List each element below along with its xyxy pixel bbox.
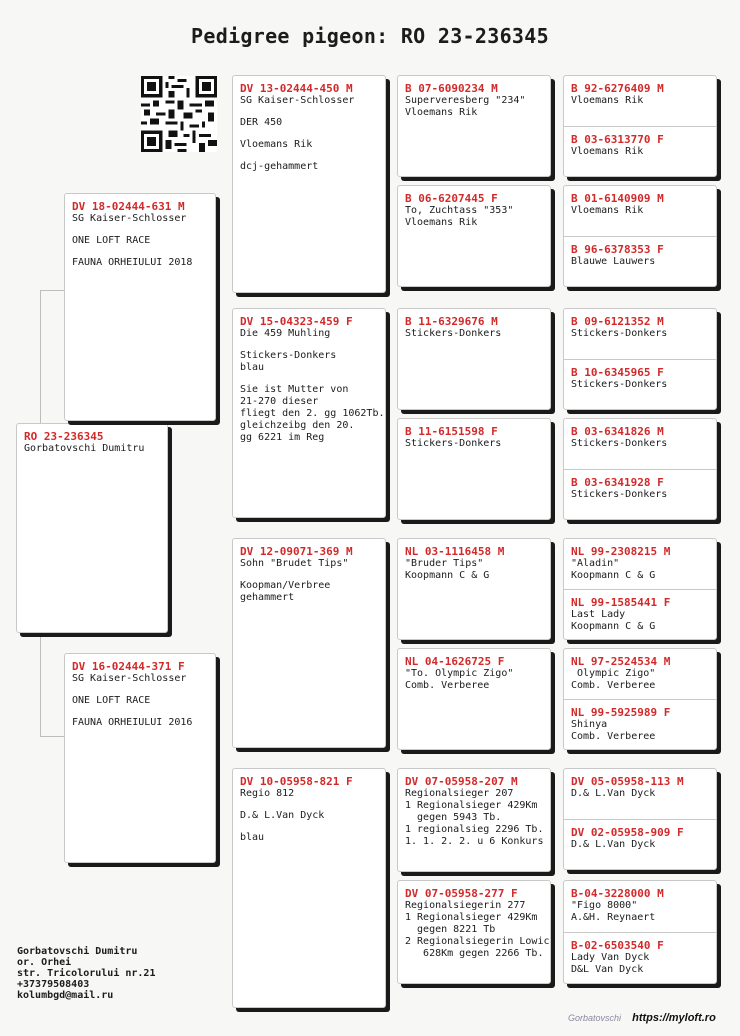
ring-number: B 06-6207445 F	[405, 192, 498, 205]
ring-number: B-04-3228000 M	[571, 887, 664, 900]
owner-email: kolumbgd@mail.ru	[17, 990, 114, 1001]
info-line: 1 regionalsieg 2296 Tb.	[405, 824, 544, 835]
info-line: Koopmann C & G	[571, 570, 656, 581]
ring-number: DV 07-05958-207 M	[405, 775, 518, 788]
info-line: "To. Olympic Zigo"	[405, 668, 514, 679]
ring-number: DV 07-05958-277 F	[405, 887, 518, 900]
gen3-card[interactable]	[397, 185, 551, 287]
info-line: Regionalsieger 207	[405, 788, 514, 799]
ring-number: DV 02-05958-909 F	[571, 826, 684, 839]
info-line: A.&H. Reynaert	[571, 912, 656, 923]
ring-number: DV 12-09071-369 M	[240, 545, 353, 558]
info-line: Stickers-Donkers	[405, 438, 502, 449]
info-line: "Aladin"	[571, 558, 620, 569]
gen4-card[interactable]	[563, 75, 717, 177]
ring-number: B-02-6503540 F	[571, 939, 664, 952]
info-line: dcj-gehammert	[240, 161, 319, 172]
gen4-card[interactable]	[563, 768, 717, 870]
gen3-card[interactable]	[397, 880, 551, 984]
info-line: 1. 1. 2. 2. u 6 Konkurs	[405, 836, 544, 847]
connector	[216, 810, 233, 850]
ring-number: B 92-6276409 M	[571, 82, 664, 95]
grandsire-sire-card[interactable]	[232, 75, 386, 293]
ring-number: NL 99-2308215 M	[571, 545, 671, 558]
ring-number: DV 18-02444-631 M	[72, 200, 185, 213]
connector	[216, 240, 233, 280]
info-line: Comb. Verberee	[405, 680, 490, 691]
info-line: Vloemans Rik	[240, 139, 313, 150]
info-line: gegen 8221 Tb	[405, 924, 496, 935]
info-line: blau	[240, 832, 265, 843]
info-line: Regionalsiegerin 277	[405, 900, 526, 911]
info-line: "Bruder Tips"	[405, 558, 484, 569]
gen3-card[interactable]	[397, 75, 551, 177]
info-line: Stickers-Donkers	[240, 350, 337, 361]
ring-number: NL 99-5925989 F	[571, 706, 671, 719]
gen3-card[interactable]	[397, 308, 551, 410]
ring-number: RO 23-236345	[24, 430, 104, 443]
info-line: blau	[240, 362, 265, 373]
info-line: Koopman/Verbree	[240, 580, 331, 591]
info-line: Last Lady	[571, 609, 626, 620]
page-title: Pedigree pigeon: RO 23-236345	[191, 24, 549, 48]
info-line: fliegt den 2. gg 1062Tb.	[240, 408, 385, 419]
ring-number: B 11-6151598 F	[405, 425, 498, 438]
connector	[40, 290, 65, 425]
info-line: Koopmann C & G	[571, 621, 656, 632]
ring-number: NL 03-1116458 M	[405, 545, 505, 558]
info-line: SG Kaiser-Schlosser	[72, 213, 187, 224]
granddam-dam-card[interactable]	[232, 768, 386, 1008]
info-line: D.& L.Van Dyck	[240, 810, 325, 821]
info-line: Olympic Zigo"	[571, 668, 656, 679]
granddam-sire-card[interactable]	[232, 308, 386, 518]
info-line: DER 450	[240, 117, 283, 128]
info-line: Vloemans Rik	[571, 205, 644, 216]
ring-number: B 03-6341928 F	[571, 476, 664, 489]
info-line: Gorbatovschi Dumitru	[24, 443, 145, 454]
info-line: gegen 5943 Tb.	[405, 812, 502, 823]
info-line: FAUNA ORHEIULUI 2016	[72, 717, 193, 728]
info-line: Stickers-Donkers	[571, 438, 668, 449]
info-line: D&L Van Dyck	[571, 964, 644, 975]
qr-code	[141, 76, 217, 152]
gen3-card[interactable]	[397, 538, 551, 640]
gen3-card[interactable]	[397, 768, 551, 872]
info-line: Vloemans Rik	[405, 217, 478, 228]
info-line: 1 Regionalsieger 429Km	[405, 912, 538, 923]
gen4-card[interactable]	[563, 418, 717, 520]
info-line: D.& L.Van Dyck	[571, 839, 656, 850]
info-line: FAUNA ORHEIULUI 2018	[72, 257, 193, 268]
info-line: gleichzeibg den 20.	[240, 420, 355, 431]
info-line: Shinya	[571, 719, 608, 730]
info-line: gg 6221 im Reg	[240, 432, 325, 443]
connector	[40, 636, 65, 737]
footer	[568, 1012, 716, 1024]
gen4-card[interactable]	[563, 880, 717, 984]
info-line: "Figo 8000"	[571, 900, 638, 911]
info-line: Blauwe Lauwers	[571, 256, 656, 267]
ring-number: NL 99-1585441 F	[571, 596, 671, 609]
ring-number: B 03-6313770 F	[571, 133, 664, 146]
dam-card[interactable]	[64, 653, 216, 863]
info-line: ONE LOFT RACE	[72, 235, 151, 246]
info-line: Vloemans Rik	[571, 146, 644, 157]
ring-number: B 09-6121352 M	[571, 315, 664, 328]
ring-number: B 96-6378353 F	[571, 243, 664, 256]
ring-number: DV 16-02444-371 F	[72, 660, 185, 673]
gen4-card[interactable]	[563, 308, 717, 410]
info-line: Lady Van Dyck	[571, 952, 650, 963]
owner-name: Gorbatovschi Dumitru	[17, 946, 138, 957]
ring-number: B 03-6341826 M	[571, 425, 664, 438]
info-line: SG Kaiser-Schlosser	[240, 95, 355, 106]
owner-street: str. Tricolorului nr.21	[17, 968, 156, 979]
ring-number: B 11-6329676 M	[405, 315, 498, 328]
ring-number: NL 97-2524534 M	[571, 655, 671, 668]
ring-number: NL 04-1626725 F	[405, 655, 505, 668]
owner-city: or. Orhei	[17, 957, 72, 968]
owner-contact	[17, 946, 155, 1001]
gen4-card[interactable]	[563, 648, 717, 750]
info-line: Comb. Verberee	[571, 731, 656, 742]
info-line: Comb. Verberee	[571, 680, 656, 691]
gen3-card[interactable]	[397, 418, 551, 520]
info-line: Sie ist Mutter von	[240, 384, 349, 395]
info-line: gehammert	[240, 592, 295, 603]
info-line: Koopmann C & G	[405, 570, 490, 581]
ring-number: B 10-6345965 F	[571, 366, 664, 379]
signature: Gorbatovschi	[568, 1013, 622, 1023]
info-line: 21-270 dieser	[240, 396, 319, 407]
gen4-card[interactable]	[563, 538, 717, 640]
info-line: Stickers-Donkers	[571, 489, 668, 500]
owner-phone: +37379508403	[17, 979, 90, 990]
info-line: Vloemans Rik	[405, 107, 478, 118]
subject-card[interactable]	[16, 423, 168, 633]
info-line: Stickers-Donkers	[571, 379, 668, 390]
info-line: 1 Regionalsieger 429Km	[405, 800, 538, 811]
gen4-card[interactable]	[563, 185, 717, 287]
info-line: D.& L.Van Dyck	[571, 788, 656, 799]
sire-card[interactable]	[64, 193, 216, 421]
info-line: Vloemans Rik	[571, 95, 644, 106]
info-line: ONE LOFT RACE	[72, 695, 151, 706]
info-line: Stickers-Donkers	[571, 328, 668, 339]
info-line: 628Km gegen 2266 Tb.	[405, 948, 544, 959]
info-line: Die 459 Muhling	[240, 328, 331, 339]
ring-number: B 07-6090234 M	[405, 82, 498, 95]
info-line: To, Zuchtass "353"	[405, 205, 514, 216]
ring-number: DV 10-05958-821 F	[240, 775, 353, 788]
ring-number: DV 13-02444-450 M	[240, 82, 353, 95]
site-link[interactable]: https://myloft.ro	[632, 1012, 716, 1024]
info-line: Regio 812	[240, 788, 295, 799]
grandsire-dam-card[interactable]	[232, 538, 386, 748]
info-line: 2 Regionalsiegerin Lowic	[405, 936, 550, 947]
ring-number: B 01-6140909 M	[571, 192, 664, 205]
info-line: SG Kaiser-Schlosser	[72, 673, 187, 684]
gen3-card[interactable]	[397, 648, 551, 750]
info-line: Superveresberg "234"	[405, 95, 526, 106]
ring-number: DV 05-05958-113 M	[571, 775, 684, 788]
info-line: Sohn "Brudet Tips"	[240, 558, 349, 569]
ring-number: DV 15-04323-459 F	[240, 315, 353, 328]
info-line: Stickers-Donkers	[405, 328, 502, 339]
